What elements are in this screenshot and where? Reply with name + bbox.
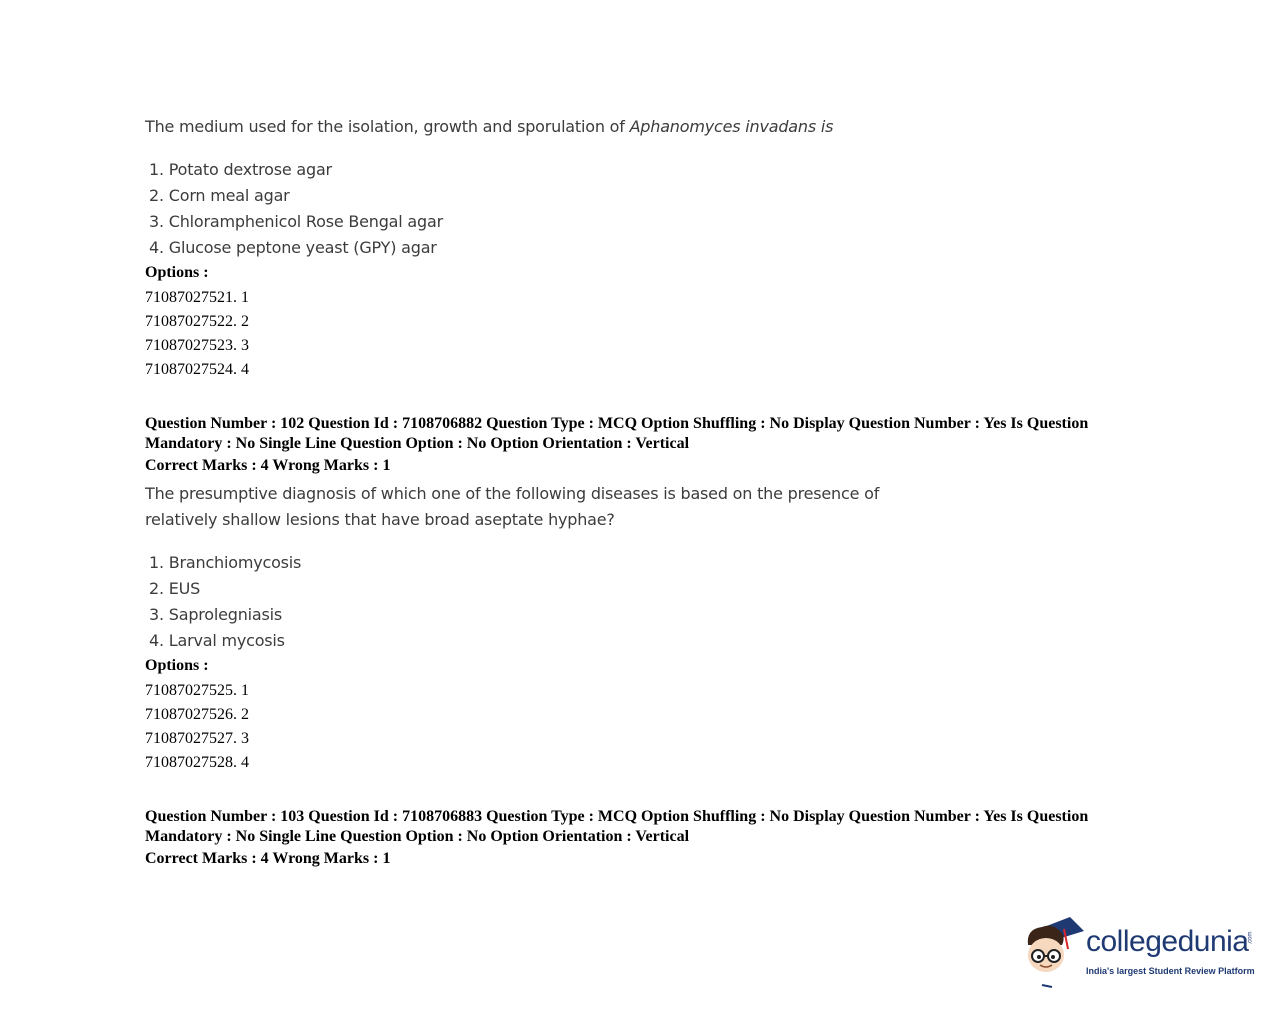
option-item: 71087027524. 4 (145, 361, 249, 378)
question-101-choices (149, 157, 443, 261)
choice-item: 4. Glucose peptone yeast (GPY) agar (149, 238, 437, 257)
choice-item: 2. Corn meal agar (149, 186, 290, 205)
option-item: 71087027522. 2 (145, 313, 249, 330)
question-101-italic: Aphanomyces invadans is (629, 117, 834, 136)
options-label: Options : (145, 264, 209, 281)
logo-name: collegedunia (1086, 925, 1249, 958)
choice-item: 1. Potato dextrose agar (149, 160, 332, 179)
choice-item: 1. Branchiomycosis (149, 553, 302, 572)
option-item: 71087027523. 3 (145, 337, 249, 354)
options-label: Options : (145, 657, 209, 674)
question-101-options (145, 286, 249, 382)
question-102-choices (149, 550, 301, 654)
option-item: 71087027528. 4 (145, 754, 249, 771)
choice-item: 4. Larval mycosis (149, 631, 285, 650)
question-102-options (145, 679, 249, 775)
question-102-marks: Correct Marks : 4 Wrong Marks : 1 (145, 457, 391, 474)
choice-item: 3. Saprolegniasis (149, 605, 283, 624)
option-item: 71087027526. 2 (145, 706, 249, 723)
logo-tagline: India's largest Student Review Platform (1086, 966, 1255, 976)
choice-item: 2. EUS (149, 579, 201, 598)
option-item: 71087027525. 1 (145, 682, 249, 699)
question-102-text (145, 481, 879, 533)
question-102-line2: relatively shallow lesions that have broad aseptate hyphae? (145, 510, 615, 529)
option-item: 71087027527. 3 (145, 730, 249, 747)
question-103-meta: Question Number : 103 Question Id : 7108706883 Question Type : MCQ Option Shuffling : No Display Question Number : Yes Is Question Mandatory : No Single Line Question Option : No Option Orientation : Vertical (145, 808, 1089, 845)
question-101-text (145, 114, 833, 140)
logo-suffix: .com (1247, 931, 1254, 945)
mascot-icon (1022, 915, 1088, 991)
question-103-marks: Correct Marks : 4 Wrong Marks : 1 (145, 850, 391, 867)
option-item: 71087027521. 1 (145, 289, 249, 306)
choice-item: 3. Chloramphenicol Rose Bengal agar (149, 212, 443, 231)
question-102-line1: The presumptive diagnosis of which one of the following diseases is based on the presence of (145, 484, 880, 503)
collegedunia-logo[interactable] (1022, 915, 1262, 995)
question-102-meta: Question Number : 102 Question Id : 7108706882 Question Type : MCQ Option Shuffling : No Display Question Number : Yes Is Question Mandatory : No Single Line Question Option : No Option Orientation : Vertical (145, 415, 1089, 452)
question-101-prefix: The medium used for the isolation, growth and sporulation of (145, 117, 630, 136)
